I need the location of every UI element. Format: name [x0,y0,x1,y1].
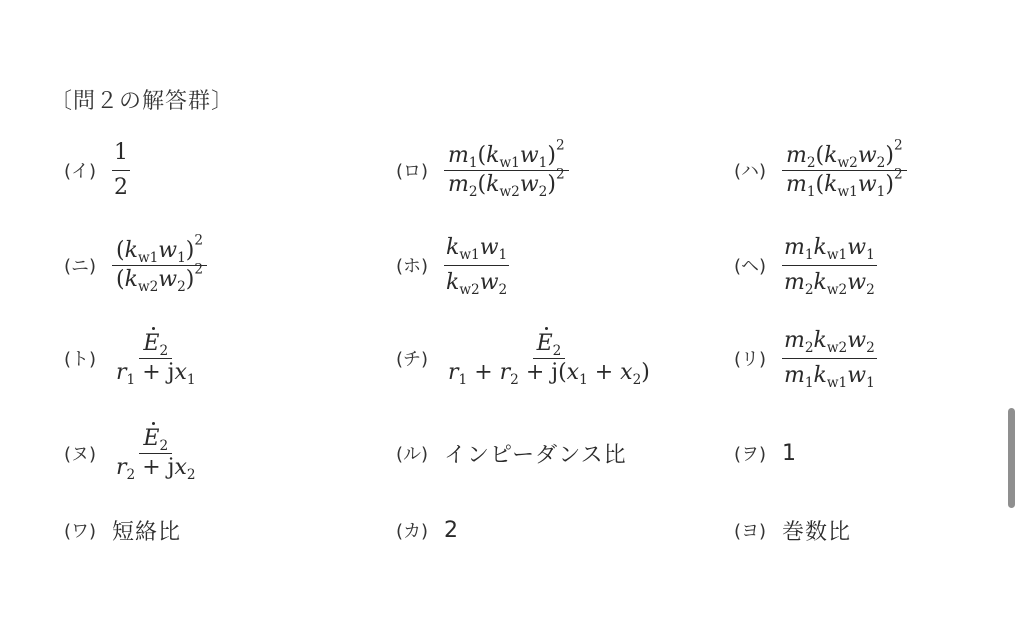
choice-wo [734,413,797,493]
choice-wa [64,490,181,570]
choice-label: (ヲ) [734,444,767,465]
answer-text-ka: 2 [444,517,459,543]
formula-ri: $\frac{m_2k_{w2}w_2}{m_1k_{w1}w_1}$ [784,328,875,391]
choice-label: (チ) [396,349,429,370]
choice-label: (イ) [64,161,97,182]
formula-i: $\frac{1}{2}$ [114,140,128,200]
formula-ha: $\frac{m_2(k_{w2}w_2)^2}{m_1(k_{w1}w_1)^2}$ [782,142,907,198]
choice-label: (ヨ) [734,521,767,542]
choice-label: (ヘ) [734,256,767,277]
formula-to: $\frac{E_2}{r_1 + jx_1}$ [116,331,196,388]
choice-ru [396,413,627,493]
choice-label: (リ) [734,349,767,370]
choice-ka [396,490,459,570]
formula-ho: $\frac{k_{w1}w_1}{k_{w2}w_2}$ [446,235,508,298]
formula-ni: $\frac{(k_{w1}w_1)^2}{(k_{w2}w_2)^2}$ [112,237,207,293]
choice-to [64,318,200,398]
formula-he: $\frac{m_1k_{w1}w_1}{m_2k_{w2}w_2}$ [784,235,875,298]
choice-ro [396,130,569,210]
choice-label: (ト) [64,349,97,370]
choice-ha [734,130,907,210]
choice-ho [396,225,509,305]
choice-ni [64,225,207,305]
answer-text-wa: 短絡比 [112,519,182,545]
answer-group-heading: 〔問２の解答群〕 [50,89,235,114]
choice-chi [396,318,654,398]
choice-label: (ハ) [734,161,767,182]
answer-text-ru: インピーダンス比 [444,442,627,468]
answer-text-yo: 巻数比 [782,519,852,545]
choice-nu [64,413,200,493]
choice-label: (ル) [396,444,429,465]
answer-text-wo: 1 [782,440,797,466]
choice-label: (ワ) [64,521,97,542]
choice-he [734,225,877,305]
formula-nu: $\frac{E_2}{r_2 + jx_2}$ [116,426,196,483]
choice-label: (ニ) [64,256,97,277]
choice-ri [734,318,877,398]
choice-label: (ヌ) [64,444,97,465]
choice-label: (ロ) [396,161,429,182]
choice-label: (ホ) [396,256,429,277]
choice-yo [734,490,851,570]
formula-ro: $\frac{m_1(k_{w1}w_1)^2}{m_2(k_{w2}w_2)^2}$ [444,142,569,198]
vertical-scrollbar[interactable] [1008,408,1015,508]
choice-i [64,130,130,210]
formula-chi: $\frac{E_2}{r_1 + r_2 + j(x_1 + x_2)}$ [448,331,650,388]
choice-label: (カ) [396,521,429,542]
